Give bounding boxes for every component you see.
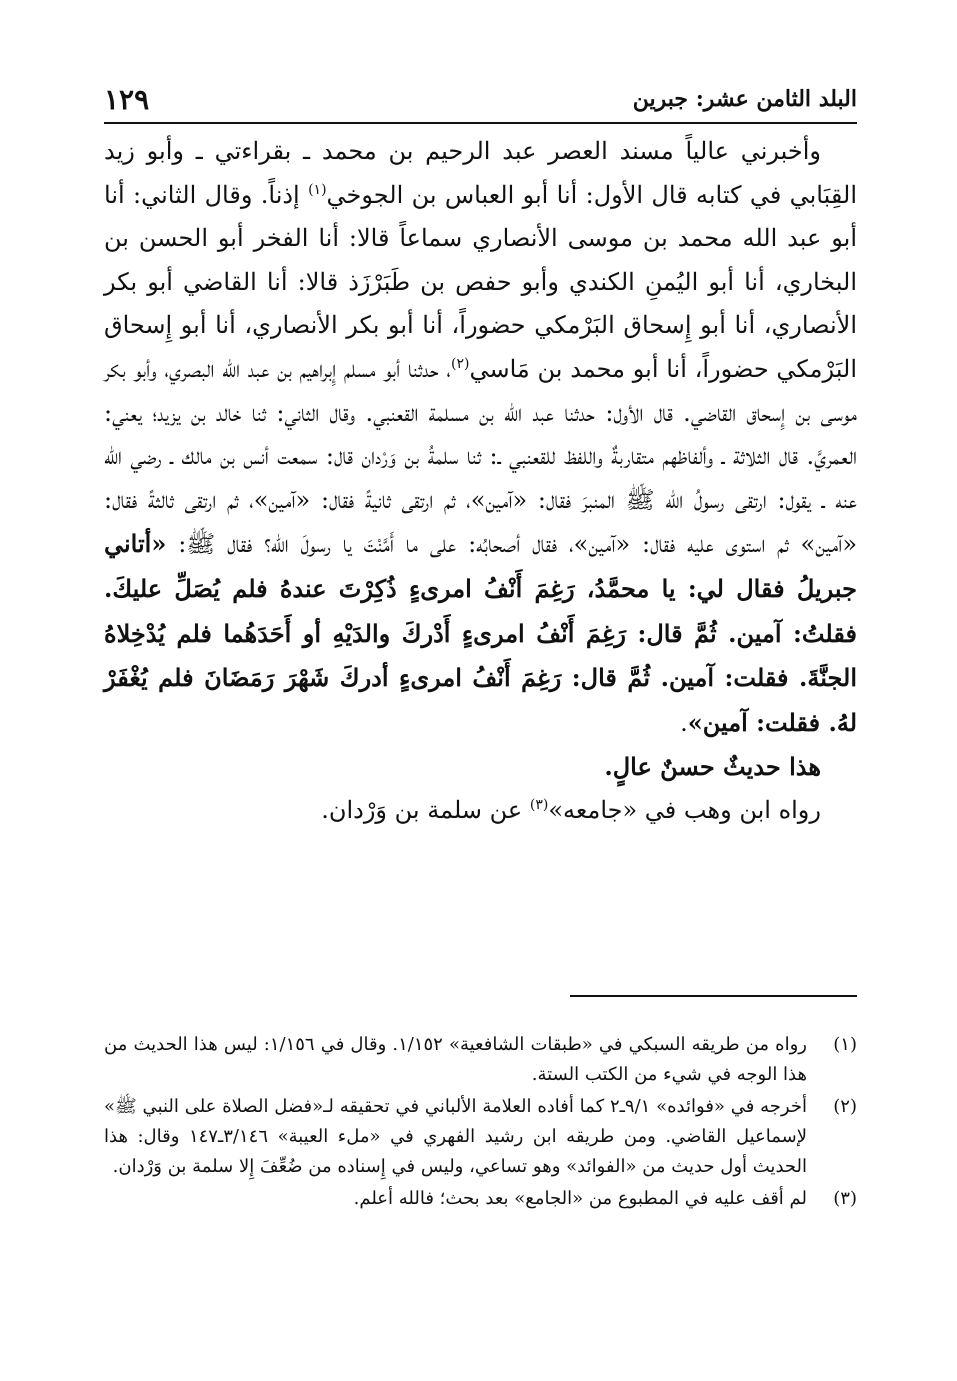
footnotes bbox=[104, 1030, 857, 1216]
footnote-ref-2: (٢) bbox=[451, 355, 470, 372]
footnote-text: لم أقف عليه في المطبوع من «الجامع» بعد بحث؛ فالله أعلم. bbox=[353, 1188, 807, 1209]
header-divider bbox=[104, 122, 857, 124]
footnote-item bbox=[104, 1092, 857, 1182]
paragraph-text: وأخبرني عالياً مسند العصر عبد الرحيم بن محمد ـ بقراءتي ـ وأبو زيد القِبَابي في كتابه قال الأول: أنا أبو العباس بن الجوخي bbox=[104, 137, 857, 209]
footnote-item bbox=[104, 1184, 857, 1214]
footnote-ref-3: (٣) bbox=[529, 796, 549, 813]
paragraph-text: إذناً. وقال الثاني: أنا أبو عبد الله محمد بن موسى الأنصاري سماعاً قالا: أنا الفخر أبو الحسن بن البخاري، أنا أبو اليُمنِ الكندي وأبو حفص بن طَبَرْزَذ قالا: أنا القاضي أبو بكر الأنصاري، أنا أبو إِسحاق البَرْمكي حضوراً، أنا أبو بكر الأنصاري، أنا أبو إِسحاق البَرْمكي حضوراً، أنا أبو محمد بن مَاسي bbox=[104, 180, 857, 383]
paragraph-text: ، حدثنا أبو مسلم إِبراهيم بن عبد الله البصري، وأبو بكر موسى بن إِسحاق القاضي. قال الأول: حدثنا عبد الله بن مسلمة القعنبي. وقال الثاني: ثنا خالد بن يزيد؛ يعني: العمريَّ. قال الثلاثة ـ وألفاظهم متقاربةٌ واللفظ للقعنبي ـ: ثنا سلمةُ بن وَرْدان قال: سمعت أنس بن مالك ـ رضي الله عنه ـ يقول: ارتقى رسولُ الله ﷺ المنبرَ فقال: «آمين»، ثم ارتقى ثانيةً فقال: «آمين»، ثم ارتقى ثالثةً فقال: «آمين» ثم استوى عليه فقال: «آمين»، فقال أصحابُه: على ما أَمَّنْتَ يا رسولَ الله؟ فقال ﷺ: bbox=[104, 354, 857, 559]
footnote-text: رواه من طريقه السبكي في «طبقات الشافعية» ١/١٥٢. وقال في ١/١٥٦: ليس هذا الحديث من هذا الوجه في شيء من الكتب الستة. bbox=[104, 1034, 807, 1085]
page-header bbox=[104, 78, 857, 120]
footnote-number: (٢) bbox=[833, 1096, 857, 1117]
page-number: ١٢٩ bbox=[104, 82, 150, 116]
footnote-item bbox=[104, 1030, 857, 1090]
narration-line bbox=[104, 789, 857, 833]
isnad-paragraph bbox=[104, 130, 857, 745]
footnote-number: (١) bbox=[833, 1034, 857, 1055]
footnote-number: (٣) bbox=[833, 1188, 857, 1209]
footnote-text: أخرجه في «فوائده» ٩/١ـ٢ كما أفاده العلامة الألباني في تحقيقه لـ«فضل الصلاة على النبي ﷺ» لإسماعيل القاضي. ومن طريقه ابن رشيد الفهري في «ملء العيبة» ٣/١٤٦ـ١٤٧ وقال: هذا الحديث أول حديث من «الفوائد» وهو تساعي، وليس في إِسناده من ضُعِّفَ إِلا سلمة بن وَرْدان. bbox=[104, 1096, 808, 1177]
narration-text: رواه ابن وهب في «جامعه» bbox=[548, 795, 821, 824]
paragraph-end: . bbox=[680, 708, 688, 737]
footnote-ref-1: (١) bbox=[308, 181, 327, 198]
narration-text-end: عن سلمة بن وَرْدان. bbox=[321, 795, 530, 824]
footnote-divider bbox=[570, 995, 857, 997]
grading-line: هذا حديثٌ حسنٌ عالٍ. bbox=[604, 752, 821, 782]
main-text bbox=[104, 130, 857, 833]
running-title: البلد الثامن عشر: جبرين bbox=[632, 86, 857, 112]
hadith-text: «أتاني جبريلُ فقال لي: يا محمَّدُ، رَغِمَ أَنْفُ امرىءٍ ذُكِرْتَ عندهُ فلم يُصَلِّ عليكَ. فقلتُ: آمين. ثُمَّ قال: رَغِمَ أَنْفُ امرىءٍ أَدْركَ والدَيْهِ أو أَحَدَهُما فلم يُدْخِلاهُ الجنَّةَ. فقلت: آمين. ثُمَّ قال: رَغِمَ أَنْفُ امرىءٍ أدركَ شَهْرَ رَمَضَانَ فلم يُغْفَرْ لهُ. فقلت: آمين» bbox=[104, 529, 857, 737]
